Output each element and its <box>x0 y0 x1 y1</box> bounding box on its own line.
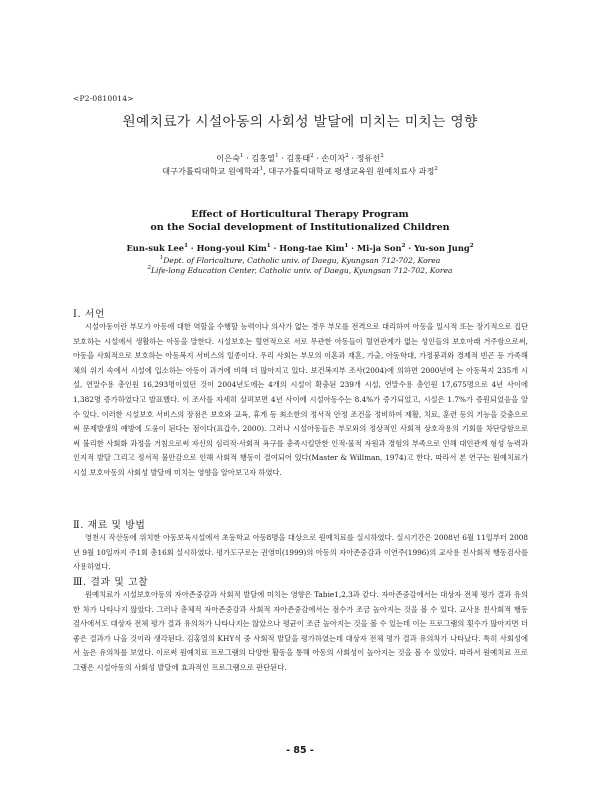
affiliation-joiner: , <box>263 166 269 176</box>
author-ko-sup: 2 <box>380 153 384 159</box>
affiliation-en-line <box>0 266 600 276</box>
affiliation-ko: 대구가톨릭대학교 평생교육원 원예치료사 과정 <box>268 166 435 176</box>
author-ko-sup: 1 <box>275 153 279 159</box>
author-separator: · <box>348 153 357 163</box>
affiliation-en: Life-long Education Center, Catholic univ. of Daegu, Kyungsan 712-702, Korea <box>150 266 453 275</box>
author-ko: 이은숙 <box>216 153 241 163</box>
author-en: Mi-ja Son <box>356 243 402 253</box>
author-ko: 정유선 <box>356 153 381 163</box>
author-separator: · <box>405 243 415 253</box>
section-heading-results: Ⅲ. 결과 및 고찰 <box>73 577 149 588</box>
author-en-sup: 2 <box>469 243 474 249</box>
author-en: Yu-son Jung <box>414 243 470 253</box>
paper-id: <P2-0810014> <box>73 94 134 103</box>
section-heading-methods: Ⅱ. 재료 및 방법 <box>73 520 146 531</box>
affiliation-en-line <box>0 256 600 266</box>
affiliation-en-sup: 2 <box>147 265 151 271</box>
author-ko: 김홍태 <box>286 153 311 163</box>
author-ko-sup: 1 <box>240 153 244 159</box>
affiliation-ko: 대구가톨릭대학교 원예학과 <box>162 166 260 176</box>
affiliation-en-sup: 1 <box>159 255 164 261</box>
section-body-methods: 영천시 작산동에 위치한 아동보육시설에서 초등학교 아동8명을 대상으로 원예치료를 실시하였다. 실시기간은 2008년 6월 11일부터 2008년 9월 10일까지 주1회 총16회 실시하였다. 평가도구로는 권영미(1999)의 아동의 자아존중감과 이연주(1996)의 교사용 친사회적 행동검사를 사용하였다. <box>73 533 528 572</box>
english-title <box>0 208 600 234</box>
author-separator: · <box>243 153 252 163</box>
author-en-sup: 1 <box>184 243 188 249</box>
korean-authors <box>0 153 600 164</box>
page-number: - 85 - <box>286 745 314 756</box>
author-separator: · <box>187 243 197 253</box>
author-separator: · <box>278 153 287 163</box>
author-en: Hong-youl Kim <box>196 243 267 253</box>
author-ko: 김홍열 <box>251 153 276 163</box>
section-heading-introduction: Ⅰ. 서언 <box>73 309 106 320</box>
author-separator: · <box>313 153 322 163</box>
author-ko-sup: 2 <box>345 153 349 159</box>
author-en-sup: 2 <box>401 243 406 249</box>
author-en-sup: 1 <box>266 243 271 249</box>
english-title-line: on the Social development of Institutionalized Children <box>150 222 450 233</box>
author-separator: · <box>348 243 357 253</box>
author-en: Eun-suk Lee <box>126 243 185 253</box>
english-authors <box>0 243 600 253</box>
affiliation-ko-sup: 2 <box>434 166 438 172</box>
affiliation-ko-sup: 1 <box>259 166 264 172</box>
author-en: Hong-tae Kim <box>279 243 345 253</box>
section-body-introduction: 시설아동이란 부모가 아동에 대한 역할을 수행할 능력이나 의사가 없는 경우 부모를 전격으로 대리하여 아동을 일시적 또는 장기적으로 집단 보호하는 시설에서 생활하는 아동을 말한다. 시설보호는 혈연적으로 서로 무관한 아동들이 혈연관계가 없는 성인들의 보호아래 거주함으로써, 아동을 사회적으로 보호하는 아동복지 서비스의 일종이다. 우리 사회는 부모의 이혼과 재혼, 가출, 아동학대, 가정붕괴와 경제적 빈곤 등 가족해체의 위기 속에서 시설에 입소하는 아동이 과거에 비해 더 많아지고 있다. 보건복지부 조사(2004)에 의하면 2000년에 는 아동복지 235개 시설, 연말수용 총인원 16,293명이었던 것이 2004년도에는 4개의 시설이 확충된 239개 시설, 연말수용 총인원 17,675명으로 4년 사이에 1,382명 증가하였다고 발표했다. 이 조사를 자세히 살펴보면 4년 사이에 시설아동수는 8.4%가 증가되었고, 시설은 1.7%가 증원되었음을 알 수 있다. 이러한 시설보호 서비스의 장점은 보호와 교육, 휴게 등 최소한의 정서적 안정 조건을 정비하여 재활, 치료, 훈련 등의 기능을 갖춤으로써 문제발생의 예방에 도움이 된다는 점이다(표갑수, 2000). 그러나 시설아동들은 부모와의 정상적인 사회적 상호작용의 기회를 차단당함으로써 불리한 사회화 과정을 거침으로써 자신의 심리적·사회적 욕구를 충족시킬만한 인적·물적 자원과 경험의 부족으로 인해 대인관계 형성 능력과 인지적 발달 그리고 정서적 불안감으로 인해 사회적 행동이 결여되어 있다(Master & Willman, 1974)고 한다. 따라서 본 연구는 원예치료가 시설 보호아동의 사회성 발달에 미치는 영향을 알아보고자 하였다. <box>73 322 528 477</box>
author-separator: · <box>270 243 280 253</box>
section-body-results: 원예치료가 시설보호아동의 자아존중감과 사회적 발달에 미치는 영향은 Tabie1,2,3과 같다. 자아존중감에서는 대상자 전체 평가 결과 유의한 차가 나타나지 않았다. 그러나 총체적 자아존중감과 사회적 자아존중감에서는 점수가 조금 높아지는 것을 볼 수 있다. 교사용 친사회적 행동검사에서도 대상자 전체 평가 결과 유의차가 나타나지는 않았으나 평균이 조금 높아지는 것을 볼 수 있는데 이는 프로그램의 횟수가 많아지면 더 좋은 결과가 나올 것이라 생각된다. 김홍열의 KHY식 중 사회적 발달을 평가하였는데 대상자 전체 평가 결과 유의차가 나타났다. 특히 사회성에서 높은 유의차를 보였다. 이로써 원예치료 프로그램의 다양한 활동을 통해 아동의 사회성이 높아지는 것을 볼 수 있었다. 따라서 원예치료 프로그램은 시설아동의 사회성 발달에 효과적인 프로그램으로 판단된다. <box>73 590 528 672</box>
affiliation-en: Dept. of Floriculture, Catholic univ. of Daegu, Kyungsan 712-702, Korea <box>163 256 441 265</box>
author-en-sup: 1 <box>344 243 349 249</box>
author-ko: 손미자 <box>321 153 346 163</box>
english-affiliations <box>0 256 600 276</box>
korean-title: 원예치료가 시설아동의 사회성 발달에 미치는 미치는 영향 <box>122 114 478 130</box>
author-ko-sup: 2 <box>310 153 314 159</box>
korean-affiliations <box>0 166 600 177</box>
english-title-line: Effect of Horticultural Therapy Program <box>191 209 409 220</box>
